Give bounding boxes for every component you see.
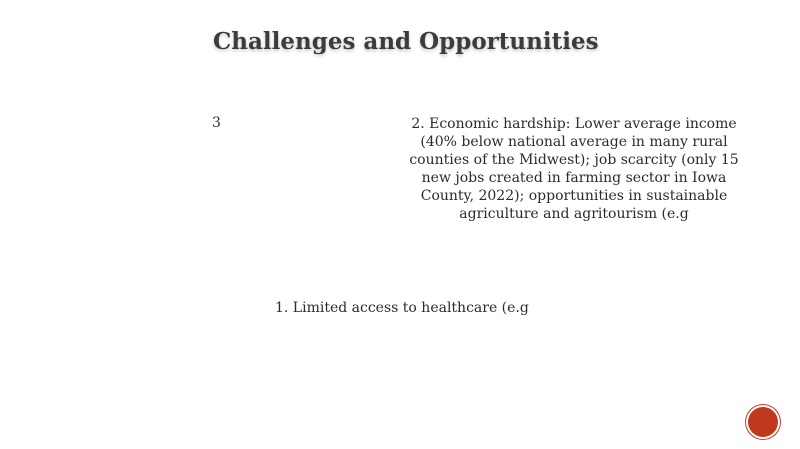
slide-number-label: 3 bbox=[212, 115, 221, 131]
bullet-healthcare-access: 1. Limited access to healthcare (e.g bbox=[275, 300, 529, 316]
slide-title: Challenges and Opportunities bbox=[213, 28, 599, 55]
bullet-economic-hardship: 2. Economic hardship: Lower average income (40% below national average in many rural counties of the Midwest); job scarcity (only 15 new jobs created in farming sector in Iowa County, 2022); opportunities in sustainable agriculture and agritourism (e.g bbox=[409, 116, 739, 222]
circle-nav-icon[interactable] bbox=[748, 407, 778, 437]
